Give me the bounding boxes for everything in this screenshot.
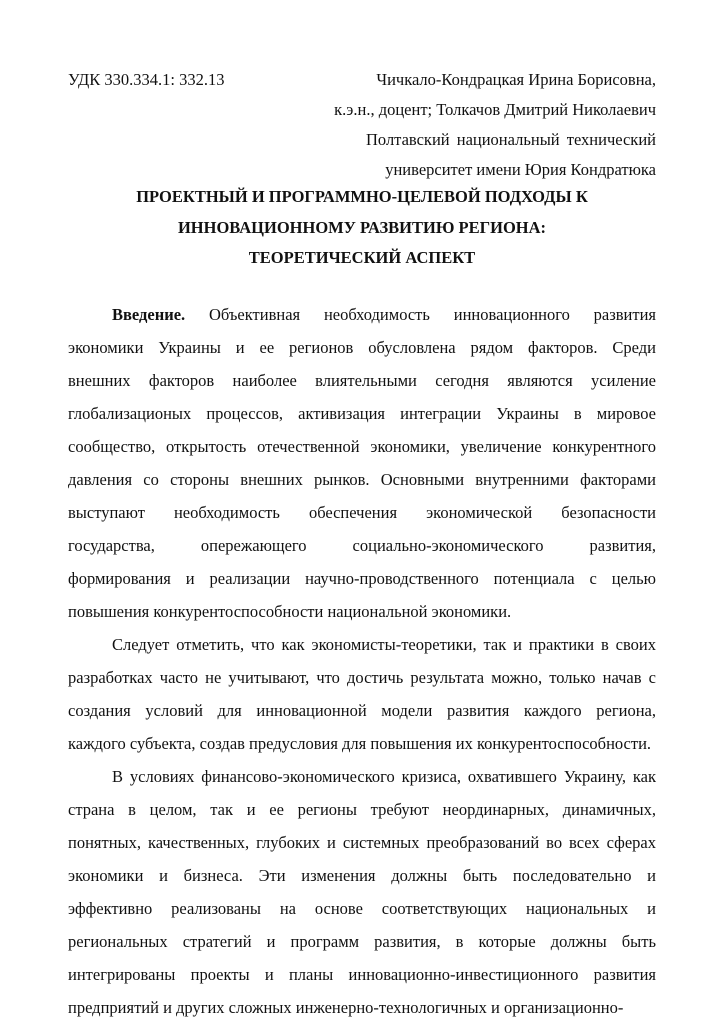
line-text: сообщество, открытость отечественной экономики, увеличение конкурентного [68,437,656,456]
line-text: страна в целом, так и ее регионы требуют неординарных, динамичных, [68,800,656,819]
author-line: к.э.н., доцент; Толкачов Дмитрий Николаевич [334,100,656,119]
paragraph-line [112,767,656,787]
line-text: Следует отметить, что как экономисты-теоретики, так и практики в своих [112,635,656,654]
paragraph-line [112,305,656,325]
paragraph-line [68,833,656,853]
line-text: внешних факторов наиболее влиятельными сегодня являются усиление [68,371,656,390]
line-text: повышения конкурентоспособности национальной экономики. [68,602,512,621]
paragraph-line [68,404,656,424]
line-text: понятных, качественных, глубоких и системных преобразований во всех сферах [68,833,656,852]
udk-code: УДК 330.334.1: 332.13 [68,70,225,89]
intro-label: Введение. [112,305,186,324]
paragraph-line [68,965,656,985]
title-line: ИННОВАЦИОННОМУ РАЗВИТИЮ РЕГИОНА: [177,218,547,237]
line-text: глобализационых процессов, активизация интеграции Украины в мировое [68,404,656,423]
paragraph-line [68,602,656,622]
line-text: государства, опережающего социально-экономического развития, [68,536,656,555]
paragraph-line [68,998,656,1018]
line-text: каждого субъекта, создав предусловия для повышения их конкурентоспособности. [68,734,652,753]
paragraph-line [68,569,656,589]
title-line: ТЕОРЕТИЧЕСКИЙ АСПЕКТ [248,248,476,267]
line-text: давления со стороны внешних рынков. Основными внутренними факторами [68,470,656,489]
line-text: интегрированы проекты и планы инновационно-инвестиционного развития [68,965,656,984]
line-text: региональных стратегий и программ развития, в которые должны быть [68,932,656,951]
paragraph-line [68,932,656,952]
paragraph-line [68,800,656,820]
paragraph-line [68,503,656,523]
paragraph-line [68,338,656,358]
line-text: экономики и бизнеса. Эти изменения должны быть последовательно и [68,866,656,885]
line-text: эффективно реализованы на основе соответствующих национальных и [68,899,656,918]
line-text: разработках часто не учитывают, что достичь результата можно, только начав с [68,668,656,687]
paragraph-line [68,866,656,886]
paragraph-line [68,470,656,490]
paragraph-line [68,371,656,391]
paragraph-line [68,899,656,919]
title-line: ПРОЕКТНЫЙ И ПРОГРАММНО-ЦЕЛЕВОЙ ПОДХОДЫ К [136,187,588,206]
line-text: создания условий для инновационной модели развития каждого региона, [68,701,656,720]
paragraph-line [68,701,656,721]
line-text: экономики Украины и ее регионов обусловлена рядом факторов. Среди [68,338,656,357]
line-text: предприятий и других сложных инженерно-технологичных и организационно- [68,998,624,1017]
line-text: Объективная необходимость инновационного развития [209,305,656,324]
affiliation-line: университет имени Юрия Кондратюка [385,160,656,179]
paragraph-line [68,437,656,457]
paragraph-line [68,668,656,688]
line-text: выступают необходимость обеспечения экономической безопасности [68,503,656,522]
line-text: формирования и реализации научно-проводственного потенциала с целью [68,569,656,588]
paragraph-line [68,734,656,754]
author-line: Чичкало-Кондрацкая Ирина Борисовна, [376,70,656,89]
line-text: В условиях финансово-экономического кризиса, охватившего Украину, как [112,767,656,786]
paragraph-line [112,635,656,655]
affiliation-line: Полтавский национальный технический [366,130,656,149]
paragraph-line [68,536,656,556]
